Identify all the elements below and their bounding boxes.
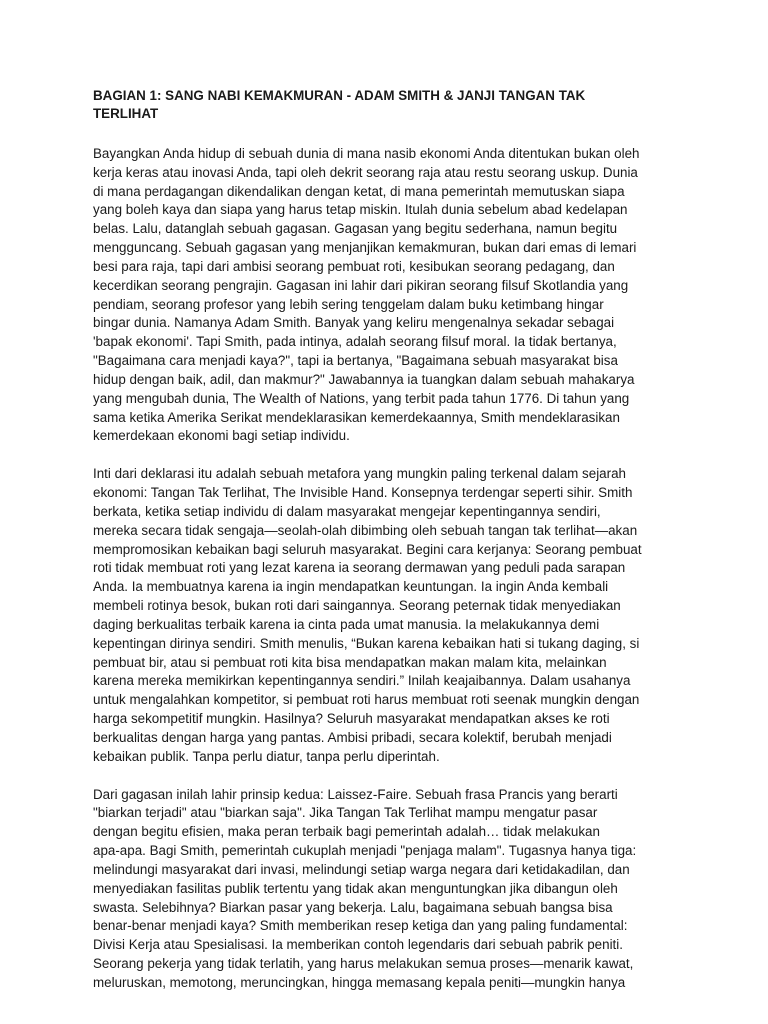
paragraph-line: melindungi masyarakat dari invasi, melindungi setiap warga negara dari ketidakadilan, dan: [93, 861, 630, 877]
paragraph: [93, 786, 678, 993]
paragraph-line: roti tidak membuat roti yang lezat karena ia seorang dermawan yang peduli pada sarapan: [93, 560, 626, 576]
paragraph-line: Seorang pekerja yang tidak terlatih, yang harus melakukan semua proses—menarik kawat,: [93, 956, 634, 972]
paragraph-line: Divisi Kerja atau Spesialisasi. Ia memberikan contoh legendaris dari sebuah pabrik peniti.: [93, 937, 623, 953]
paragraph-line: membeli rotinya besok, bukan roti dari saingannya. Seorang peternak tidak menyediakan: [93, 598, 621, 614]
paragraph-line: meluruskan, memotong, meruncingkan, hingga memasang kepala peniti—mungkin hanya: [93, 974, 626, 990]
paragraph-line: 'bapak ekonomi'. Tapi Smith, pada intinya, adalah seorang filsuf moral. Ia tidak bertanya,: [93, 334, 617, 350]
paragraph-line: di mana perdagangan dikendalikan dengan ketat, di mana pemerintah memutuskan siapa: [93, 183, 625, 199]
paragraph-line: Inti dari deklarasi itu adalah sebuah metafora yang mungkin paling terkenal dalam sejarah: [93, 466, 626, 482]
paragraph-line: Dari gagasan inilah lahir prinsip kedua: Laissez-Faire. Sebuah frasa Prancis yang berarti: [93, 786, 618, 802]
paragraph-line: berkualitas dengan harga yang pantas. Ambisi pribadi, secara kolektif, berubah menjadi: [93, 729, 612, 745]
paragraph-line: harga sekompetitif mungkin. Hasilnya? Seluruh masyarakat mendapatkan akses ke roti: [93, 711, 610, 727]
paragraph-line: daging berkualitas terbaik karena ia cinta pada umat manusia. Ia melakukannya demi: [93, 616, 600, 632]
paragraph-line: mereka secara tidak sengaja—seolah-olah dibimbing oleh sebuah tangan tak terlihat—akan: [93, 522, 638, 538]
paragraph-line: hidup dengan baik, adil, dan makmur?" Jawabannya ia tuangkan dalam sebuah mahakarya: [93, 371, 635, 387]
paragraph-line: kebaikan publik. Tanpa perlu diatur, tanpa perlu diperintah.: [93, 748, 440, 764]
paragraph-line: kepentingan dirinya sendiri. Smith menulis, “Bukan karena kebaikan hati si tukang daging, si: [93, 635, 640, 651]
paragraph-line: ekonomi: Tangan Tak Terlihat, The Invisible Hand. Konsepnya terdengar seperti sihir. Smith: [93, 485, 633, 500]
paragraph-line: kemerdekaan ekonomi bagi setiap individu.: [93, 428, 350, 444]
paragraph-line: benar-benar menjadi kaya? Smith memberikan resep ketiga dan yang paling fundamental:: [93, 918, 628, 934]
paragraph-line: mengguncang. Sebuah gagasan yang menjanjikan kemakmuran, bukan dari emas di lemari: [93, 240, 637, 256]
paragraph-line: sama ketika Amerika Serikat mendeklarasikan kemerdekaannya, Smith mendeklarasikan: [93, 409, 620, 425]
paragraph-line: karena mereka memikirkan kepentingannya sendiri.” Inilah keajaibannya. Dalam usahanya: [93, 673, 631, 689]
paragraph-line: belas. Lalu, datanglah sebuah gagasan. Gagasan yang begitu sederhana, namun begitu: [93, 221, 618, 237]
paragraph-line: Bayangkan Anda hidup di sebuah dunia di mana nasib ekonomi Anda ditentukan bukan oleh: [93, 145, 640, 161]
document-page: [93, 87, 678, 1012]
paragraph-line: berkata, ketika setiap individu di dalam masyarakat mengejar kepentingannya sendiri,: [93, 503, 601, 519]
paragraph-line: yang boleh kaya dan siapa yang harus tetap miskin. Itulah dunia sebelum abad kedelapan: [93, 202, 628, 218]
paragraph: [93, 145, 678, 447]
section-heading: [93, 87, 678, 124]
paragraph-line: kecerdikan seorang pengrajin. Gagasan ini lahir dari pikiran seorang filsuf Skotlandia yang: [93, 277, 629, 293]
paragraph-line: bingar dunia. Namanya Adam Smith. Banyak yang keliru mengenalnya sekadar sebagai: [93, 315, 615, 331]
paragraph-line: "Bagaimana cara menjadi kaya?", tapi ia bertanya, "Bagaimana sebuah masyarakat bisa: [93, 353, 618, 369]
paragraph-line: untuk mengalahkan kompetitor, si pembuat roti harus membuat roti seenak mungkin dengan: [93, 692, 640, 708]
paragraph-line: pendiam, seorang profesor yang lebih sering tenggelam dalam buku ketimbang hingar: [93, 296, 604, 312]
paragraph-line: apa-apa. Bagi Smith, pemerintah cukuplah menjadi "penjaga malam". Tugasnya hanya tiga:: [93, 843, 637, 859]
paragraph-line: Anda. Ia membuatnya karena ia ingin mendapatkan keuntungan. Ia ingin Anda kembali: [93, 579, 609, 595]
paragraph-line: yang mengubah dunia, The Wealth of Nations, yang terbit pada tahun 1776. Di tahun yang: [93, 390, 630, 406]
paragraph-line: swasta. Selebihnya? Biarkan pasar yang bekerja. Lalu, bagaimana sebuah bangsa bisa: [93, 899, 613, 915]
paragraph: [93, 465, 678, 767]
paragraph-line: menyediakan fasilitas publik tertentu yang tidak akan menguntungkan jika dibangun oleh: [93, 880, 618, 896]
paragraph-line: kerja keras atau inovasi Anda, tapi oleh dekrit seorang raja atau restu seorang uskup. Dunia: [93, 164, 638, 180]
paragraph-line: dengan begitu efisien, maka peran terbaik bagi pemerintah adalah… tidak melakukan: [93, 824, 600, 840]
paragraph-line: besi para raja, tapi dari ambisi seorang pembuat roti, kesibukan seorang pedagang, dan: [93, 258, 615, 274]
heading-line: TERLIHAT: [93, 106, 159, 122]
body-text: [93, 145, 678, 993]
paragraph-line: pembuat bir, atau si pembuat roti kita bisa mendapatkan makan malam kita, melainkan: [93, 654, 607, 670]
paragraph-line: mempromosikan kebaikan bagi seluruh masyarakat. Begini cara kerjanya: Seorang pembuat: [93, 541, 642, 557]
paragraph-line: "biarkan terjadi" atau "biarkan saja". Jika Tangan Tak Terlihat mampu mengatur pasar: [93, 805, 598, 821]
heading-line: BAGIAN 1: SANG NABI KEMAKMURAN - ADAM SMITH & JANJI TANGAN TAK: [93, 88, 586, 103]
